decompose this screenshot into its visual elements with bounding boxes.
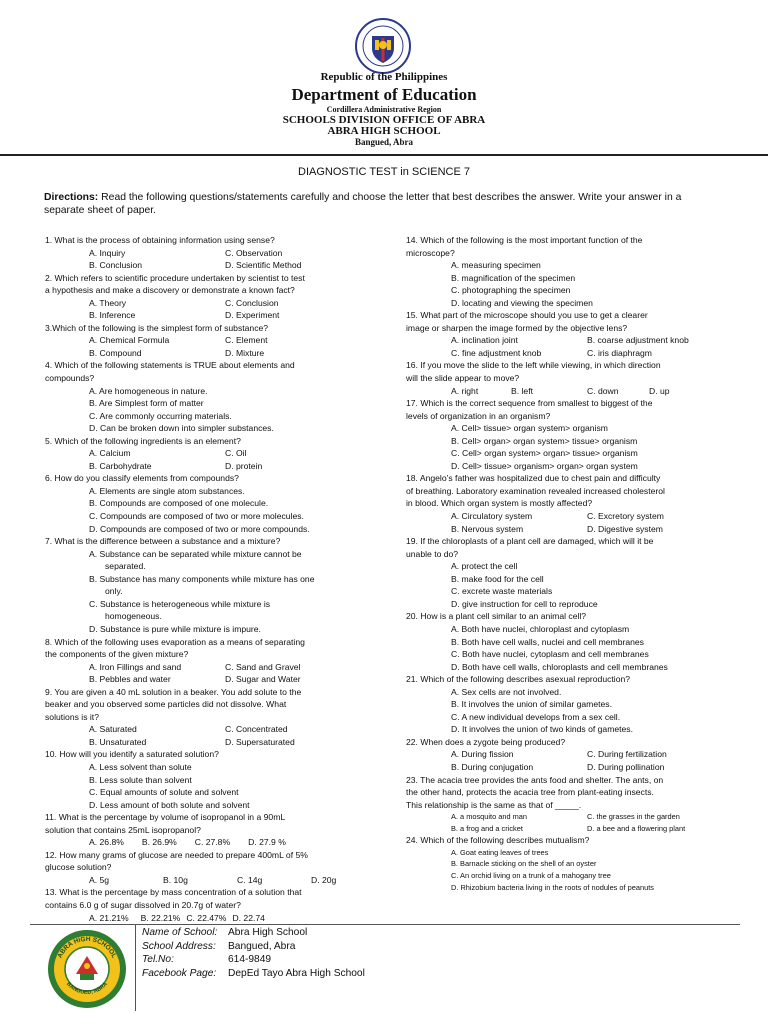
q12-option-b: B. 10g [163, 874, 188, 885]
q9-option-b: B. Unsaturated [89, 736, 147, 747]
q16-option-a: A. right [451, 385, 479, 396]
q14-option-c: C. photographing the specimen [451, 285, 571, 296]
q10-option-c: C. Equal amounts of solute and solvent [89, 787, 239, 798]
q22-option-d: D. During pollination [587, 761, 665, 772]
q24-option-d: D. Rhizobium bacteria living in the roots of nodules of peanuts [451, 882, 654, 892]
q11-option-a: A. 26.8% [89, 837, 124, 848]
q19-option-c: C. excrete waste materials [451, 586, 553, 597]
q5-option-b: B. Carbohydrate [89, 460, 152, 471]
q17-option-a: A. Cell> tissue> organ system> organism [451, 423, 608, 434]
question-13: 13. What is the percentage by mass concentration of a solution that [45, 887, 302, 898]
header-region: Cordillera Administrative Region [326, 105, 442, 114]
q2-option-d: D. Experiment [225, 310, 280, 321]
q12-option-d: D. 20g [311, 874, 337, 885]
q23-option-a: A. a mosquito and man [451, 812, 528, 822]
q8-option-a: A. Iron Fillings and sand [89, 661, 182, 672]
q21-option-b: B. It involves the union of similar gametes. [451, 699, 612, 710]
q15-option-c: C. fine adjustment knob [451, 347, 542, 358]
question-19-cont: unable to do? [406, 548, 459, 559]
q6-option-b: B. Compounds are composed of one molecule. [89, 498, 269, 509]
question-10: 10. How will you identify a saturated solution? [45, 749, 219, 760]
footer-divider [30, 924, 740, 925]
question-15-cont: image or sharpen the image formed by the objective lens? [406, 322, 628, 333]
q24-option-c: C. An orchid living on a trunk of a mahogany tree [451, 871, 611, 881]
q4-option-a: A. Are homogeneous in nature. [89, 385, 208, 396]
header-divider [0, 154, 768, 156]
question-9: 9. You are given a 40 mL solution in a beaker. You add solute to the [45, 686, 302, 697]
question-3: 3.Which of the following is the simplest form of substance? [45, 322, 269, 333]
school-address-label: School Address: [142, 940, 216, 952]
school-logo-text-top: ABRA HIGH SCHOOL [56, 935, 118, 960]
question-9-cont-2: solutions is it? [45, 711, 99, 722]
q4-option-d: D. Can be broken down into simpler substances. [89, 423, 274, 434]
school-contact-info [142, 926, 365, 980]
question-18: 18. Angelo’s father was hospitalized due to chest pain and difficulty [406, 473, 661, 484]
q6-option-c: C. Compounds are composed of two or more molecules. [89, 511, 304, 522]
question-7: 7. What is the difference between a substance and a mixture? [45, 536, 281, 547]
q21-option-c: C. A new individual develops from a sex cell. [451, 711, 621, 722]
q1-option-d: D. Scientific Method [225, 260, 302, 271]
q2-option-b: B. Inference [89, 310, 136, 321]
q6-option-d: D. Compounds are composed of two or more compounds. [89, 523, 310, 534]
q8-option-b: B. Pebbles and water [89, 674, 171, 685]
question-17-cont: levels of organization in an organism? [406, 410, 551, 421]
facebook-value: DepEd Tayo Abra High School [228, 967, 365, 979]
q13-option-d: D. 22.74 [232, 912, 265, 923]
q16-option-b: B. left [511, 385, 533, 396]
q9-option-c: C. Concentrated [225, 724, 288, 735]
question-1: 1. What is the process of obtaining information using sense? [45, 235, 275, 245]
q12-option-a: A. 5g [89, 874, 110, 885]
q24-option-a: A. Goat eating leaves of trees [451, 847, 549, 857]
question-13-cont: contains 6.0 g of sugar dissolved in 20.7g of water? [45, 899, 241, 910]
q10-option-b: B. Less solute than solvent [89, 774, 192, 785]
q21-option-a: A. Sex cells are not involved. [451, 686, 562, 697]
question-14-cont: microscope? [406, 247, 455, 258]
q15-option-a: A. inclination joint [451, 335, 518, 346]
question-5: 5. Which of the following ingredients is an element? [45, 435, 241, 446]
q7-option-d: D. Substance is pure while mixture is impure. [89, 623, 261, 634]
q3-option-a: A. Chemical Formula [89, 335, 170, 346]
question-21: 21. Which of the following describes asexual reproduction? [406, 674, 631, 685]
question-2: 2. Which refers to scientific procedure undertaken by scientist to test [45, 272, 305, 283]
question-12: 12. How many grams of glucose are needed to prepare 400mL of 5% [45, 849, 308, 860]
q3-option-b: B. Compound [89, 347, 142, 358]
q5-option-c: C. Oil [225, 448, 247, 459]
q20-option-d: D. Both have cell walls, chloroplasts and cell membranes [451, 661, 668, 672]
q3-option-c: C. Element [225, 335, 268, 346]
q5-option-a: A. Calcium [89, 448, 131, 459]
question-11: 11. What is the percentage by volume of isopropanol in a 90mL [45, 812, 286, 823]
q21-option-d: D. It involves the union of two kinds of gametes. [451, 724, 633, 735]
question-23-cont-2: This relationship is the same as that of _____. [406, 799, 582, 810]
q9-option-a: A. Saturated [89, 724, 137, 735]
q5-option-d: D. protein [225, 460, 263, 471]
q2-option-c: C. Conclusion [225, 297, 279, 308]
q18-option-d: D. Digestive system [587, 523, 663, 534]
question-4: 4. Which of the following statements is TRUE about elements and [45, 360, 295, 371]
q11-option-d: D. 27.9 % [248, 837, 286, 848]
facebook-label: Facebook Page: [142, 967, 217, 979]
q11-option-b: B. 26.9% [141, 837, 177, 848]
deped-seal-logo [355, 18, 411, 74]
question-6: 6. How do you classify elements from compounds? [45, 473, 239, 484]
q19-option-b: B. make food for the cell [451, 573, 544, 584]
q14-option-a: A. measuring specimen [451, 260, 541, 271]
q23-option-d: D. a bee and a flowering plant [587, 823, 686, 833]
question-17: 17. Which is the correct sequence from smallest to biggest of the [406, 398, 653, 409]
directions-label: Directions: [44, 192, 99, 203]
q7-option-c: C. Substance is heterogeneous while mixture is [89, 598, 271, 609]
q1-option-c: C. Observation [225, 247, 283, 258]
header-school: ABRA HIGH SCHOOL [327, 125, 441, 137]
question-24: 24. Which of the following describes mutualism? [406, 835, 590, 846]
question-19: 19. If the chloroplasts of a plant cell are damaged, which will it be [406, 536, 654, 547]
header-location: Bangued, Abra [354, 137, 414, 147]
q15-option-d: C. iris diaphragm [587, 347, 652, 358]
q20-option-b: B. Both have cell walls, nuclei and cell membranes [451, 636, 644, 647]
q3-option-d: D. Mixture [225, 347, 265, 358]
q4-option-b: B. Are Simplest form of matter [89, 398, 204, 409]
q20-option-c: C. Both have nuclei, cytoplasm and cell membranes [451, 649, 649, 660]
q4-option-c: C. Are commonly occurring materials. [89, 410, 232, 421]
q14-option-b: B. magnification of the specimen [451, 272, 576, 283]
q13-option-b: B. 22.21% [140, 912, 181, 923]
q7-option-a-cont: separated. [105, 561, 146, 572]
q12-option-c: C. 14g [237, 874, 263, 885]
q16-option-d: D. up [649, 385, 670, 396]
q18-option-b: B. Nervous system [451, 523, 524, 534]
question-11-cont: solution that contains 25mL isopropanol? [45, 824, 201, 835]
question-12-cont: glucose solution? [45, 862, 112, 873]
q19-option-d: D. give instruction for cell to reproduce [451, 598, 598, 609]
q23-option-c: C. the grasses in the garden [587, 812, 680, 822]
q10-option-d: D. Less amount of both solute and solvent [89, 799, 250, 810]
q2-option-a: A. Theory [89, 297, 127, 308]
question-8: 8. Which of the following uses evaporation as a means of separating [45, 636, 305, 647]
question-14: 14. Which of the following is the most important function of the [406, 235, 643, 245]
tel-label: Tel.No: [142, 954, 174, 966]
q23-option-b: B. a frog and a cricket [451, 823, 523, 833]
question-8-cont: the components of the given mixture? [45, 649, 189, 660]
q9-option-d: D. Supersaturated [225, 736, 295, 747]
q7-option-a: A. Substance can be separated while mixture cannot be [89, 548, 302, 559]
question-2-cont: a hypothesis and make a discovery or demonstrate a known fact? [45, 285, 295, 296]
school-logo [46, 928, 128, 1010]
school-address-value: Bangued, Abra [228, 940, 296, 952]
questions-left-column [45, 234, 365, 924]
q16-option-c: C. down [587, 385, 619, 396]
directions [44, 191, 724, 217]
header-department: Department of Education [291, 85, 477, 104]
question-4-cont: compounds? [45, 373, 95, 384]
school-name-label: Name of School: [142, 927, 218, 938]
question-23-cont: the other hand, protects the acacia tree from plant-eating insects. [406, 787, 654, 798]
q8-option-c: C. Sand and Gravel [225, 661, 301, 672]
footer-vertical-divider [135, 925, 136, 1011]
q13-option-c: C. 22.47% [186, 912, 227, 923]
header-division: SCHOOLS DIVISION OFFICE OF ABRA [282, 114, 486, 126]
question-22: 22. When does a zygote being produced? [406, 736, 566, 747]
q19-option-a: A. protect the cell [451, 561, 518, 572]
school-name-value: Abra High School [228, 927, 308, 938]
q14-option-d: D. locating and viewing the specimen [451, 297, 593, 308]
question-18-cont: of breathing. Laboratory examination revealed increased cholesterol [406, 485, 665, 496]
q8-option-d: D. Sugar and Water [225, 674, 301, 685]
q1-option-b: B. Conclusion [89, 260, 143, 271]
q10-option-a: A. Less solvent than solute [89, 761, 192, 772]
q20-option-a: A. Both have nuclei, chloroplast and cytoplasm [451, 623, 630, 634]
question-16: 16. If you move the slide to the left while viewing, in which direction [406, 360, 661, 371]
q22-option-c: C. During fertilization [587, 749, 667, 760]
tel-value: 614-9849 [228, 954, 272, 966]
q17-option-c: C. Cell> organ system> organ> tissue> organism [451, 448, 638, 459]
q7-option-c-cont: homogeneous. [105, 611, 162, 622]
q24-option-b: B. Barnacle sticking on the shell of an oyster [451, 859, 597, 869]
question-18-cont-2: in blood. Which organ system is mostly affected? [406, 498, 593, 509]
q7-option-b-cont: only. [105, 586, 123, 597]
q22-option-b: B. During conjugation [451, 761, 534, 772]
question-9-cont: beaker and you observed some particles did not dissolve. What [45, 699, 287, 710]
question-20: 20. How is a plant cell similar to an animal cell? [406, 611, 587, 622]
directions-text: Read the following questions/statements carefully and choose the letter that best describes the answer. Write your answer in a separate sheet of paper. [44, 192, 682, 216]
q17-option-d: D. Cell> tissue> organism> organ> organ system [451, 460, 638, 471]
question-23: 23. The acacia tree provides the ants food and shelter. The ants, on [406, 774, 664, 785]
question-15: 15. What part of the microscope should you use to get a clearer [406, 310, 648, 321]
q17-option-b: B. Cell> organ> organ system> tissue> organism [451, 435, 638, 446]
q1-option-a: A. Inquiry [89, 247, 126, 258]
q7-option-b: B. Substance has many components while mixture has one [89, 573, 315, 584]
q18-option-a: A. Circulatory system [451, 511, 533, 522]
q6-option-a: A. Elements are single atom substances. [89, 485, 245, 496]
header-republic: Republic of the Philippines [320, 71, 448, 83]
q18-option-c: C. Excretory system [587, 511, 664, 522]
q15-option-b: B. coarse adjustment knob [587, 335, 689, 346]
test-title: DIAGNOSTIC TEST in SCIENCE 7 [298, 166, 470, 178]
school-logo-text-bottom: BANGUED, ABRA [65, 981, 109, 996]
question-16-cont: will the slide appear to move? [406, 373, 520, 384]
questions-right-column [406, 234, 726, 893]
q22-option-a: A. During fission [451, 749, 514, 760]
q13-option-a: A. 21.21% [89, 912, 129, 923]
q11-option-c: C. 27.8% [194, 837, 231, 848]
